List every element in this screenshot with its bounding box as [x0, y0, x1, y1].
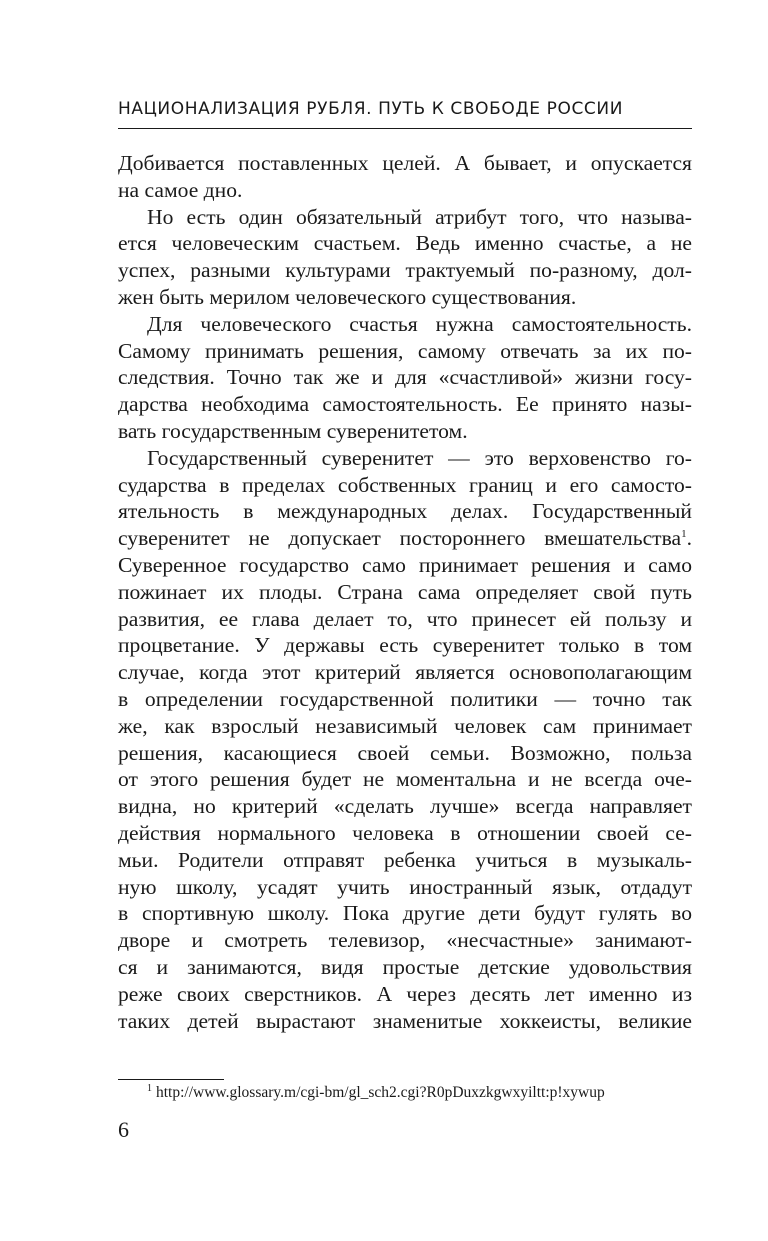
text-line: реже своих сверстников. А через десять лет именно из: [118, 981, 692, 1006]
text-line: же, как взрослый независимый человек сам принимает: [118, 713, 692, 738]
text-line: ется человеческим счастьем. Ведь именно счастье, а не: [118, 231, 692, 256]
text-line: случае, когда этот критерий является основополагающим: [118, 660, 692, 685]
main-text: [118, 150, 692, 1034]
text-line: жен быть мерилом человеческого существования.: [118, 284, 577, 309]
text-line: следствия. Точно так же и для «счастливой» жизни госу-: [118, 365, 692, 390]
page-number: 6: [118, 1117, 129, 1142]
text-line: действия нормального человека в отношении своей се-: [118, 820, 692, 845]
text-line: пожинает их плоды. Страна сама определяет свой путь: [118, 579, 692, 604]
footnote-reference: 1: [681, 528, 687, 541]
text-line: видна, но критерий «сделать лучше» всегда направляет: [118, 794, 692, 819]
text-line: от этого решения будет не моментальна и не всегда оче-: [118, 767, 692, 792]
text-line: ную школу, усадят учить иностранный язык, отдадут: [118, 874, 692, 899]
text-line: процветание. У державы есть суверенитет только в том: [118, 633, 692, 658]
text-line: дворе и смотреть телевизор, «несчастные» занимают-: [118, 928, 692, 953]
text-line: развития, ее глава делает то, что принесет ей пользу и: [118, 606, 692, 631]
text-line-with-footnote: [118, 525, 692, 552]
text-line: Суверенное государство само принимает решения и само: [118, 552, 692, 577]
text-line: Для человеческого счастья нужна самостоятельность.: [147, 311, 692, 336]
header-divider: [118, 128, 692, 129]
text-fragment: .: [686, 526, 692, 551]
text-line: ся и занимаются, видя простые детские удовольствия: [118, 954, 692, 979]
text-line: сударства в пределах собственных границ и его самосто-: [118, 472, 692, 497]
text-line: в спортивную школу. Пока другие дети будут гулять во: [118, 901, 692, 926]
text-line: вать государственным суверенитетом.: [118, 418, 468, 443]
footnote-divider: [118, 1079, 224, 1080]
text-line: решения, касающиеся своей семьи. Возможно, польза: [118, 740, 692, 765]
text-line: Добивается поставленных целей. А бывает, и опускается: [118, 151, 692, 175]
text-line: Государственный суверенитет — это верховенство го-: [147, 445, 692, 470]
text-line: дарства необходима самостоятельность. Ее принято назы-: [118, 392, 692, 417]
text-line: ятельность в международных делах. Государственный: [118, 499, 692, 524]
footnote-text: http://www.glossary.m/cgi-bm/gl_sch2.cgi?R0pDuxzkgwxyiltt:p!xywup: [156, 1084, 605, 1101]
text-line: Самому принимать решения, самому отвечать за их по-: [118, 338, 692, 363]
text-line: мьи. Родители отправят ребенка учиться в музыкаль-: [118, 847, 692, 872]
footnote: [118, 1083, 692, 1103]
text-fragment: суверенитет не допускает постороннего вмешательства: [118, 526, 682, 551]
text-line: таких детей вырастают знаменитые хоккеисты, великие: [118, 1008, 692, 1033]
running-header: НАЦИОНАЛИЗАЦИЯ РУБЛЯ. ПУТЬ К СВОБОДЕ РОССИИ: [118, 99, 624, 119]
text-line: в определении государственной политики — точно так: [118, 686, 692, 711]
text-line: на самое дно.: [118, 177, 243, 202]
text-line: Но есть один обязательный атрибут того, что называ-: [147, 204, 692, 229]
text-line: успех, разными культурами трактуемый по-разному, дол-: [118, 258, 692, 283]
footnote-marker: 1: [147, 1083, 152, 1094]
